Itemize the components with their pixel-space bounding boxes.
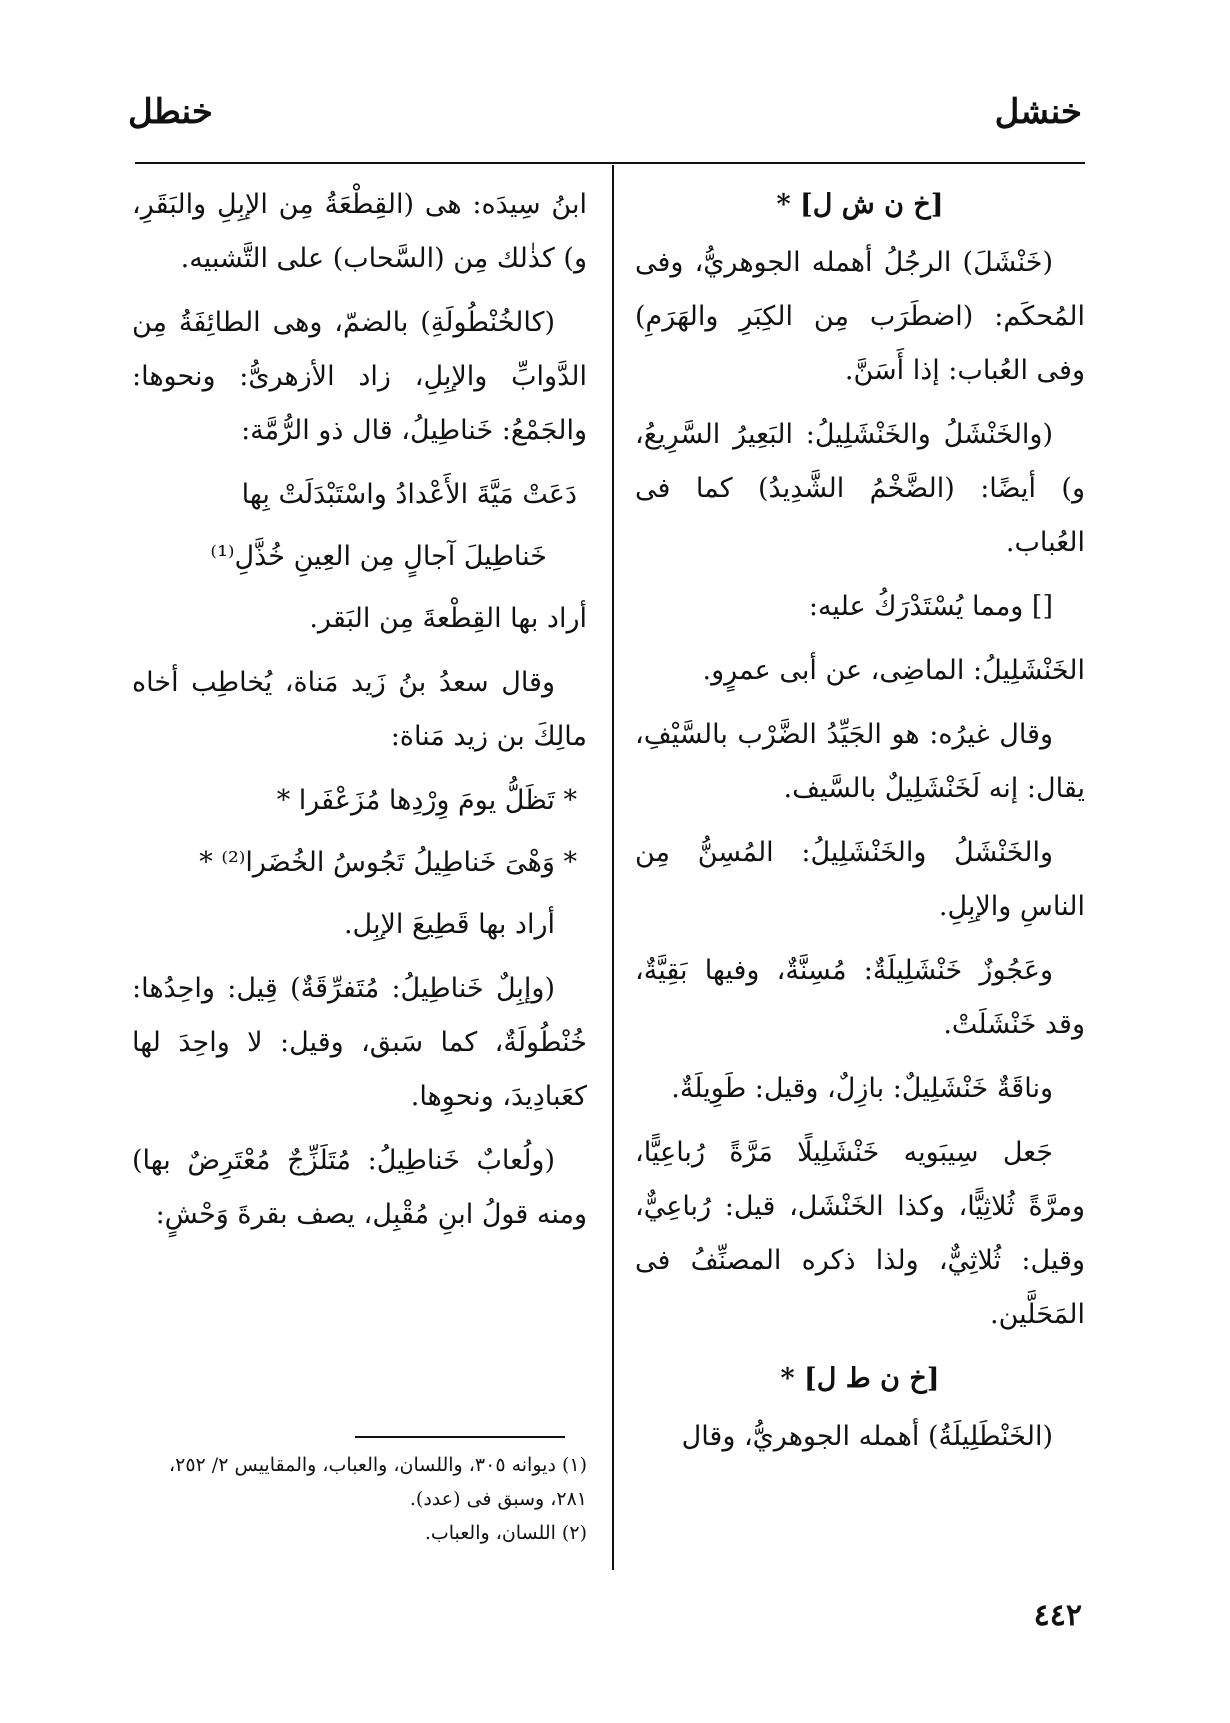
footnote-1: (١) ديوانه ٣٠٥، واللسان، والعباب، والمقاييس ٢/ ٢٥٢، ٢٨١، وسبق فى (عدد). (169, 1454, 587, 1510)
footnote-rule (355, 1436, 565, 1438)
verse-line: خَناطِيلَ آجالٍ مِن العِينِ خُذَّلِ⁽¹⁾ (210, 541, 547, 572)
paragraph: (الخَنْطَلِيلَةُ) أهمله الجوهريُّ، وقال (681, 1421, 1053, 1452)
paragraph: وقال سعدُ بنُ زَيد مَناة، يُخاطِب أخاه مالِكَ بن زيد مَناة: (132, 667, 587, 752)
paragraph: (خَنْشَلَ) الرجُلُ أهمله الجوهريُّ، وفى المُحكَم: (اضطَرَب مِن الكِبَرِ والهَرَمِ) وفى العُباب: إذا أَسَنَّ. (635, 247, 1085, 386)
entry-heading-khanshal: [خ ن ش ل] * (776, 189, 944, 220)
paragraph: [] ومما يُسْتَدْرَكُ عليه: (808, 591, 1053, 622)
paragraph: (ولُعابٌ خَناطِيلُ: مُتَلَزِّجٌ مُعْتَرِضٌ بها) ومنه قولُ ابنِ مُقْبِل، يصف بقرةَ وَحْشٍ: (132, 1145, 587, 1230)
verse-line: دَعَتْ مَيَّةَ الأَعْدادُ واسْتَبْدَلَتْ بِها (241, 479, 577, 510)
paragraph: أراد بها القِطْعةَ مِن البَقر. (309, 603, 587, 634)
verse-line: * تَظَلُّ يومَ وِرْدِها مُزَعْفَرا * (276, 785, 577, 816)
paragraph: (والخَنْشَلُ والخَنْشَلِيلُ: البَعِيرُ السَّرِيعُ، و) أيضًا: (الضَّخْمُ الشَّدِيدُ) كما فى العُباب. (635, 419, 1085, 558)
verse-line: * وَهْىَ خَناطِيلُ تَجُوسُ الخُضَرا⁽²⁾ * (199, 847, 577, 878)
paragraph: (وإبِلٌ خَناطِيلُ: مُتَفرِّقَةٌ) قِيل: واحِدُها: خُنْطُولَةٌ، كما سَبق، وقيل: لا واحِدَ لها كعَبادِيدَ، ونحوِها. (132, 973, 587, 1112)
page-number: ٤٤٢ (1033, 1598, 1082, 1633)
paragraph: وناقَةٌ خَنْشَلِيلٌ: بازِلٌ، وقيل: طَوِيلَةٌ. (671, 1073, 1053, 1104)
column-divider (612, 165, 614, 1570)
entry-heading-khantal: [خ ن ط ل] * (780, 1363, 940, 1394)
footnote-2: (٢) اللسان، والعباب. (424, 1522, 587, 1544)
paragraph: والخَنْشَلُ والخَنْشَلِيلُ: المُسِنُّ مِن الناسِ والإبِلِ. (635, 837, 1085, 922)
header-rule (135, 162, 1085, 164)
running-head-right: خنشل (994, 92, 1082, 132)
running-head-left: خنطل (128, 92, 213, 132)
paragraph: أراد بها قَطِيعَ الإبِل. (343, 909, 555, 940)
paragraph: (كالخُنْطُولَةِ) بالضمّ، وهى الطائِفَةُ مِن الدَّوابِّ والإبِلِ، زاد الأزهرىُّ: ونحوها: والجَمْعُ: خَناطِيلُ، قال ذو الرُّمَّة: (132, 307, 587, 446)
paragraph: وعَجُوزٌ خَنْشَلِيلَةٌ: مُسِنَّةٌ، وفيها بَقِيَّةٌ، وقد خَنْشَلَتْ. (635, 955, 1085, 1040)
right-column (635, 178, 1085, 1628)
paragraph: ابنُ سِيدَه: هى (القِطْعَةُ مِن الإبِلِ والبَقَرِ، و) كذٰلك مِن (السَّحاب) على التَّشبيه. (132, 189, 587, 274)
paragraph: وقال غيرُه: هو الجَيِّدُ الضَّرْب بالسَّيْفِ، يقال: إنه لَخَنْشَلِيلٌ بالسَّيف. (635, 719, 1085, 804)
paragraph: جَعل سِيبَويه خَنْشَلِيلًا مَرَّةً رُباعِيًّا، ومرَّةً ثُلاثِيًّا، وكذا الخَنْشَل، قيل: رُباعِيٌّ، وقيل: ثُلاثِيٌّ، ولذا ذكره المصنِّفُ فى المَحَلَّين. (635, 1137, 1085, 1330)
paragraph: الخَنْشَلِيلُ: الماضِى، عن أبى عمرٍو. (702, 655, 1085, 686)
footnotes (132, 1448, 587, 1550)
left-column (132, 178, 587, 1428)
